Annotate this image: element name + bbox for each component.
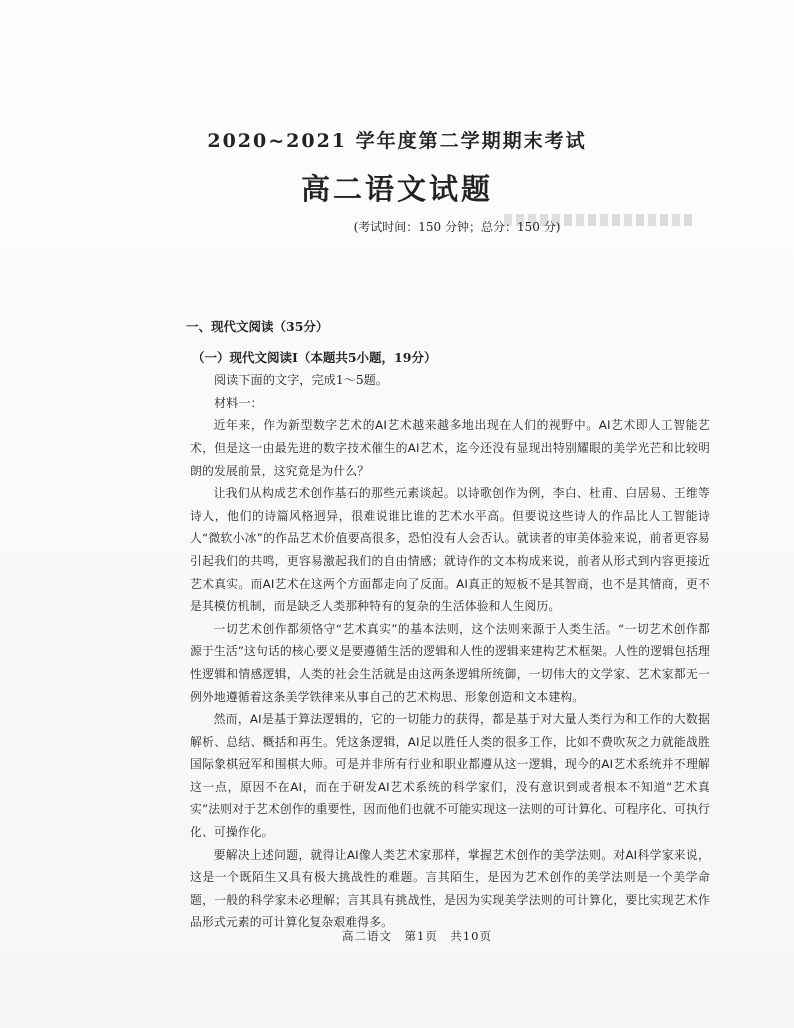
exam-info: (考试时间：150 分钟；总分：150 分)	[353, 220, 561, 234]
instruction-text: 阅读下面的文字，完成1～5题。	[214, 373, 388, 388]
paragraph: 一切艺术创作都须恪守“艺术真实”的基本法则，这个法则来源于人类生活。“一切艺术创作都源于生活”这句话的核心要义是要遵循生活的逻辑和人性的逻辑来建构艺术框架。人性的逻辑包括理性逻辑和情感逻辑，人类的社会生活就是由这两条逻辑所统御，一切伟大的文学家、艺术家都无一例外地遵循着这条美学铁律来从事自己的艺术构思、形象创造和文本建构。	[190, 621, 710, 704]
exam-title: 2020~2021 学年度第二学期期末考试	[207, 130, 587, 152]
page-header	[0, 126, 794, 235]
paragraph: 要解决上述问题，就得让AI像人类艺术家那样，掌握艺术创作的美学法则。对AI科学家来说，这是一个既陌生又具有极大挑战性的难题。言其陌生，是因为艺术创作的美学法则是一个美学命题，一般的科学家未必理解；言其具有挑战性，是因为实现美学法则的可计算化，要比实现艺术作品形式元素的可计算化复杂艰难得多。	[190, 847, 710, 930]
paragraph: 让我们从构成艺术创作基石的那些元素谈起。以诗歌创作为例，李白、杜甫、白居易、王维等诗人，他们的诗篇风格迥异，很难说谁比谁的艺术水平高。但要说这些诗人的作品比人工智能诗人“微软小冰”的作品艺术价值要高很多，恐怕没有人会否认。就读者的审美体验来说，前者更容易引起我们的共鸣，更容易激起我们的自由情感；就诗作的文本构成来说，前者从形式到内容更接近艺术真实。而AI艺术在这两个方面都走向了反面。AI真正的短板不是其智商，也不是其情商，更不是其模仿机制，而是缺乏人类那种特有的复杂的生活体验和人生阅历。	[190, 486, 710, 614]
paragraph: 然而，AI是基于算法逻辑的，它的一切能力的获得，都是基于对大量人类行为和工作的大数据解析、总结、概括和再生。凭这条逻辑，AI足以胜任人类的很多工作，比如不费吹灰之力就能战胜国际象棋冠军和围棋大师。可是并非所有行业和职业都遵从这一逻辑，现今的AI艺术系统并不理解这一点，原因不在AI，而在于研发AI艺术系统的科学家们，没有意识到或者根本不知道“艺术真实”法则对于艺术创作的重要性，因而他们也就不可能实现这一法则的可计算化、可程序化、可执行化、可操作化。	[190, 712, 710, 840]
section-heading: 一、现代文阅读（35分）	[186, 319, 329, 334]
subsection-heading: （一）现代文阅读Ⅰ（本题共5小题，19分）	[192, 349, 437, 365]
subject-title: 高二语文试题	[300, 172, 493, 206]
reading-section	[186, 316, 710, 934]
page-footer: 高二语文 第1页 共10页	[342, 929, 492, 943]
paragraph: 近年来，作为新型数字艺术的AI艺术越来越多地出现在人们的视野中。AI艺术即人工智能艺术，但是这一由最先进的数字技术催生的AI艺术，迄今还没有显现出特别耀眼的美学光芒和比较明朗的发展前景，这究竟是为什么？	[190, 418, 710, 478]
material-label: 材料一：	[214, 395, 263, 410]
